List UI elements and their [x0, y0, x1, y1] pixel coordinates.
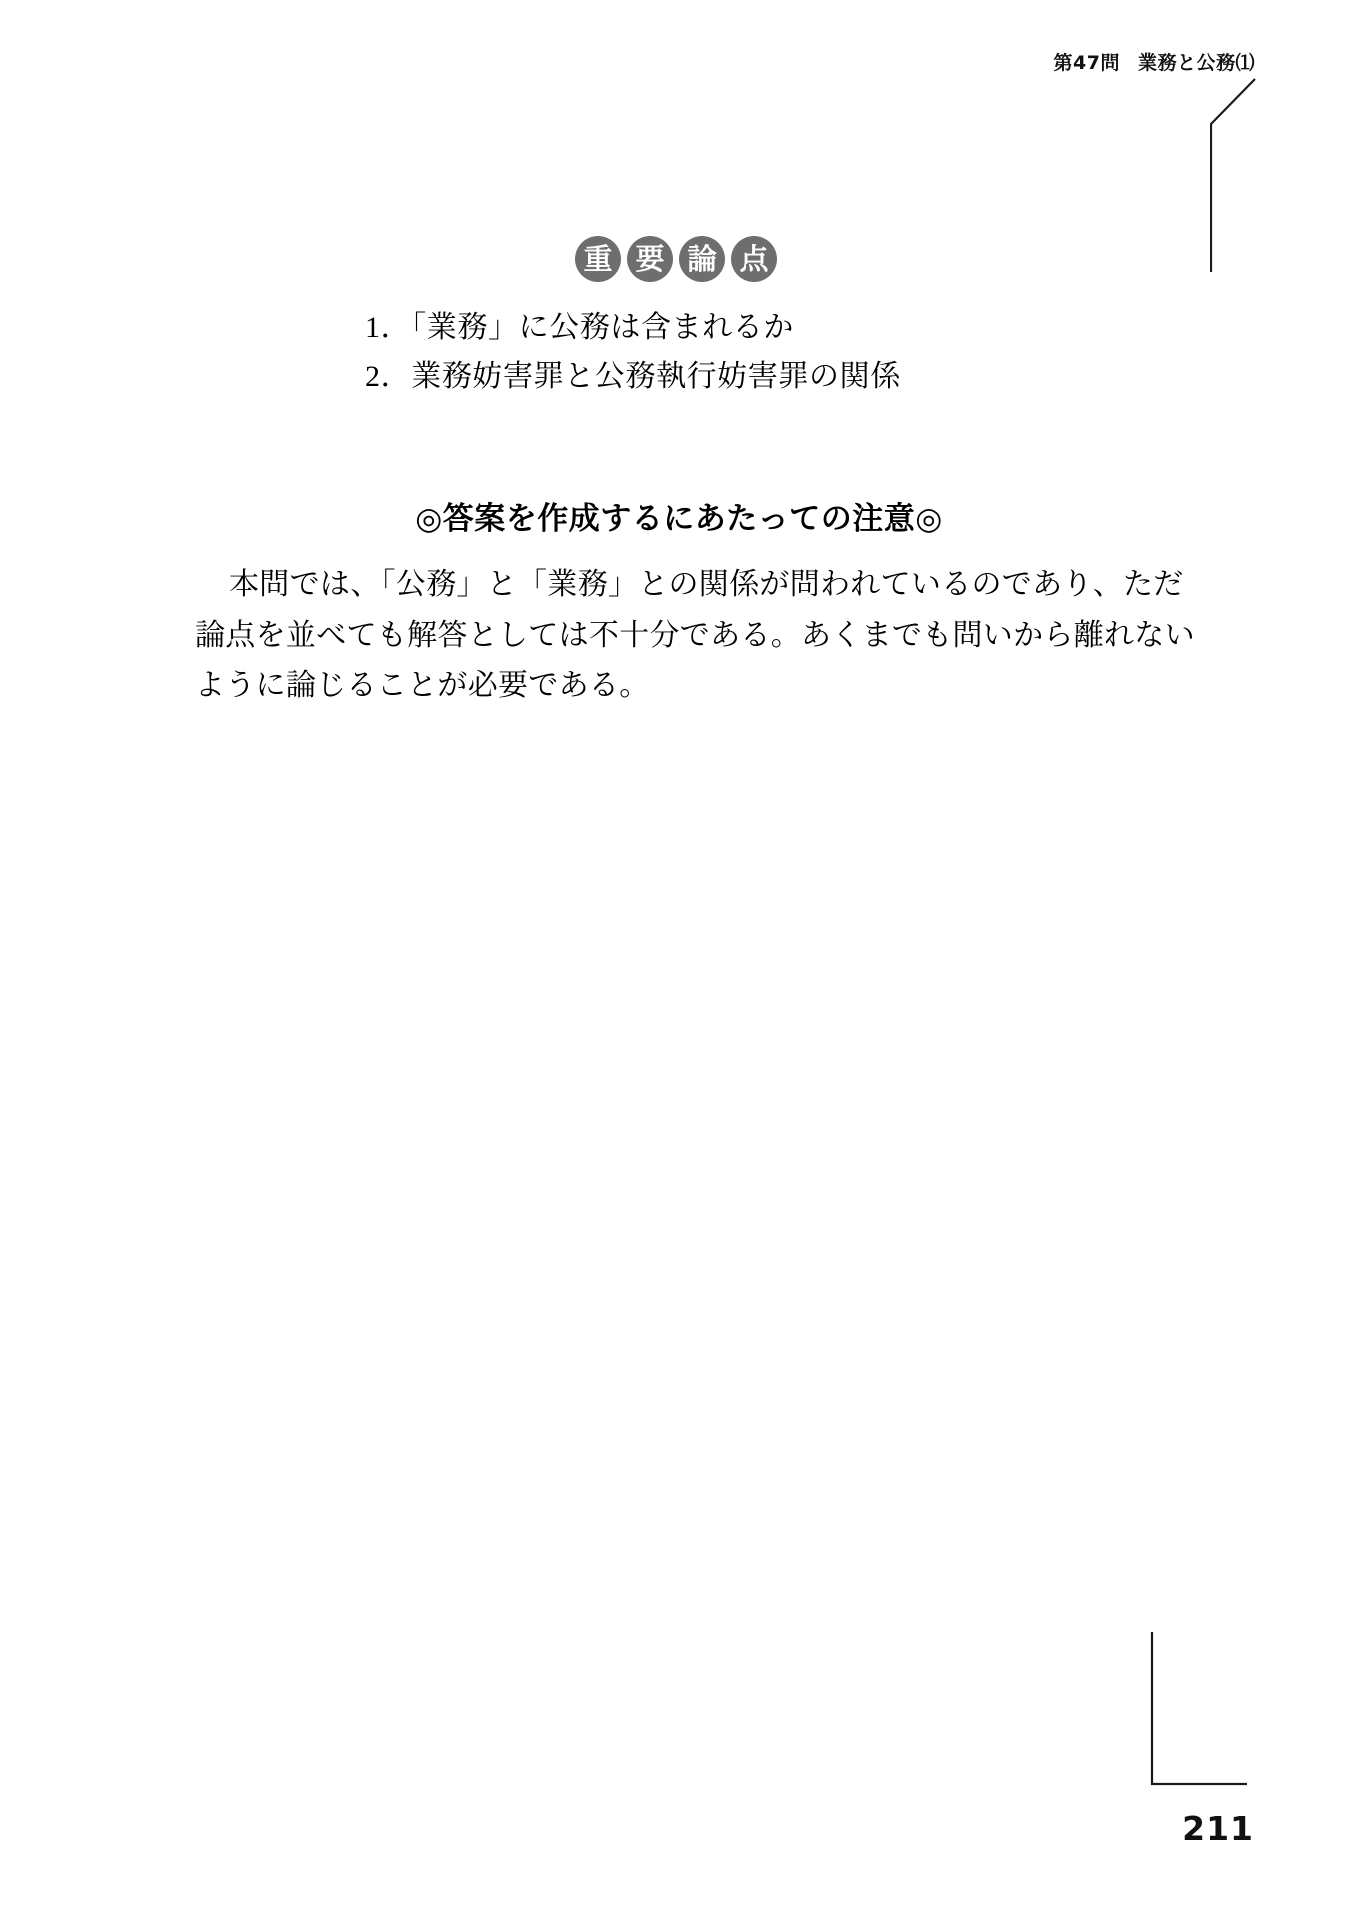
notice-body-paragraph: 本問では、「公務」と「業務」との関係が問われているのであり、ただ論点を並べても解答としては不十分である。あくまでも問いから離れないように論じることが必要である。 — [195, 568, 1195, 702]
list-item: 2．業務妨害罪と公務執行妨害罪の関係 — [365, 359, 901, 393]
running-head-question-number: 第47問 — [1053, 52, 1120, 74]
notice-heading: ◎答案を作成するにあたっての注意◎ — [415, 501, 943, 538]
list-item: 1．「業務」に公務は含まれるか — [365, 311, 794, 344]
running-head-title: 業務と公務⑴ — [1137, 52, 1255, 74]
heading-badge-3: 論 — [679, 236, 725, 282]
important-points-list — [195, 304, 1235, 401]
heading-badge-1: 重 — [575, 236, 621, 282]
heading-badge-4: 点 — [731, 236, 777, 282]
page-number: 211 — [1182, 1809, 1254, 1848]
heading-badge-2: 要 — [627, 236, 673, 282]
page-content — [195, 0, 1235, 741]
important-points-heading — [195, 236, 1235, 282]
footer-corner-rule — [1068, 1632, 1248, 1792]
